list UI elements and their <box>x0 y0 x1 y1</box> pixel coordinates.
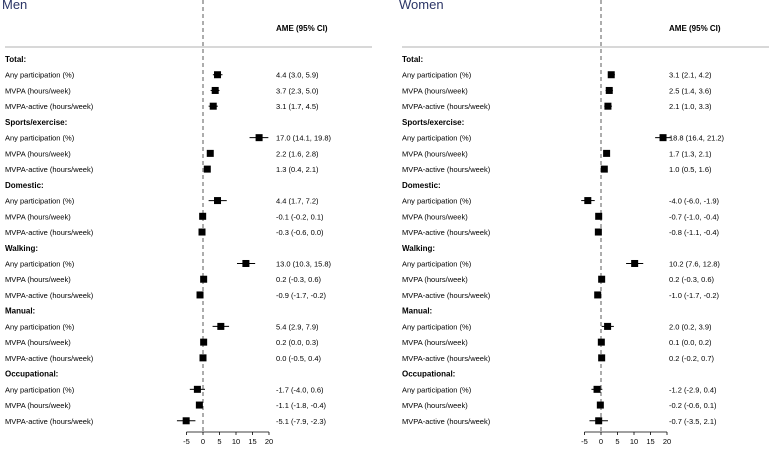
point-estimate <box>207 150 214 157</box>
estimate-label: 1.7 (1.3, 2.1) <box>669 149 712 159</box>
point-estimate <box>597 402 604 409</box>
panel-title: Men <box>2 0 28 12</box>
point-estimate <box>608 71 615 78</box>
row-label: Any participation (%) <box>402 70 472 80</box>
point-estimate <box>196 402 203 409</box>
row-label: MVPA-active (hours/week) <box>5 416 94 426</box>
estimate-label: 17.0 (14.1, 19.8) <box>276 133 332 143</box>
x-tick-label: 10 <box>231 437 241 446</box>
column-header: AME (95% CI) <box>669 24 721 33</box>
group-label: Total: <box>402 55 424 64</box>
estimate-label: 4.4 (1.7, 7.2) <box>276 196 319 206</box>
x-tick-label: 0 <box>598 437 604 446</box>
estimate-label: 13.0 (10.3, 15.8) <box>276 259 332 269</box>
estimate-label: 0.2 (-0.3, 0.6) <box>669 275 715 285</box>
x-tick-label: 20 <box>662 437 672 446</box>
x-tick-label: 0 <box>200 437 206 446</box>
point-estimate <box>598 276 605 283</box>
row-label: MVPA (hours/week) <box>5 149 71 159</box>
x-tick-label: -5 <box>581 437 588 446</box>
estimate-label: 2.1 (1.0, 3.3) <box>669 102 712 112</box>
point-estimate <box>660 134 667 141</box>
estimate-label: 18.8 (16.4, 21.2) <box>669 133 725 143</box>
row-label: Any participation (%) <box>5 70 75 80</box>
x-tick-label: 20 <box>264 437 274 446</box>
point-estimate <box>214 197 221 204</box>
row-label: Any participation (%) <box>5 133 75 143</box>
row-label: MVPA-active (hours/week) <box>402 416 491 426</box>
group-label: Manual: <box>402 306 433 316</box>
x-tick-label: -5 <box>183 437 190 446</box>
estimate-label: 0.2 (-0.2, 0.7) <box>669 353 715 363</box>
row-label: MVPA (hours/week) <box>402 275 468 285</box>
point-estimate <box>242 260 249 267</box>
estimate-label: -0.7 (-1.0, -0.4) <box>669 212 720 222</box>
row-label: MVPA (hours/week) <box>402 149 468 159</box>
row-label: Any participation (%) <box>402 196 472 206</box>
point-estimate <box>594 291 601 298</box>
point-estimate <box>197 291 204 298</box>
row-label: Any participation (%) <box>402 385 472 395</box>
panel-women <box>399 0 769 446</box>
point-estimate <box>200 276 207 283</box>
row-label: Any participation (%) <box>5 196 75 206</box>
estimate-label: -0.9 (-1.7, -0.2) <box>276 290 327 300</box>
group-label: Manual: <box>5 306 36 316</box>
panel-title: Women <box>399 0 444 12</box>
group-label: Total: <box>5 55 27 64</box>
point-estimate <box>604 103 611 110</box>
x-tick-label: 5 <box>615 437 620 446</box>
estimate-label: -1.7 (-4.0, 0.6) <box>276 385 324 395</box>
point-estimate <box>603 150 610 157</box>
x-tick-label: 10 <box>629 437 639 446</box>
row-label: MVPA-active (hours/week) <box>402 353 491 363</box>
row-label: MVPA-active (hours/week) <box>5 290 94 300</box>
point-estimate <box>200 339 207 346</box>
point-estimate <box>595 213 602 220</box>
estimate-label: 0.1 (0.0, 0.2) <box>669 338 712 348</box>
row-label: Any participation (%) <box>5 259 75 269</box>
estimate-label: 1.0 (0.5, 1.6) <box>669 165 712 175</box>
row-label: MVPA (hours/week) <box>5 212 71 222</box>
point-estimate <box>256 134 263 141</box>
row-label: MVPA (hours/week) <box>5 338 71 348</box>
row-label: Any participation (%) <box>402 322 472 332</box>
estimate-label: -1.0 (-1.7, -0.2) <box>669 290 720 300</box>
row-label: MVPA (hours/week) <box>5 275 71 285</box>
point-estimate <box>204 166 211 173</box>
group-label: Domestic: <box>402 180 441 190</box>
estimate-label: 3.1 (2.1, 4.2) <box>669 70 712 80</box>
estimate-label: -0.8 (-1.1, -0.4) <box>669 228 720 238</box>
row-label: Any participation (%) <box>402 259 472 269</box>
estimate-label: 3.1 (1.7, 4.5) <box>276 102 319 112</box>
row-label: MVPA-active (hours/week) <box>402 290 491 300</box>
row-label: MVPA-active (hours/week) <box>402 102 491 112</box>
point-estimate <box>183 417 190 424</box>
row-label: MVPA-active (hours/week) <box>5 102 94 112</box>
point-estimate <box>601 166 608 173</box>
estimate-label: 0.2 (0.0, 0.3) <box>276 338 319 348</box>
estimate-label: 1.3 (0.4, 2.1) <box>276 165 319 175</box>
point-estimate <box>631 260 638 267</box>
point-estimate <box>598 354 605 361</box>
point-estimate <box>584 197 591 204</box>
point-estimate <box>200 354 207 361</box>
estimate-label: 3.7 (2.3, 5.0) <box>276 86 319 96</box>
estimate-label: -0.7 (-3.5, 2.1) <box>669 416 717 426</box>
row-label: MVPA (hours/week) <box>402 401 468 411</box>
group-label: Sports/exercise: <box>402 117 465 127</box>
group-label: Walking: <box>5 243 39 253</box>
estimate-label: 2.0 (0.2, 3.9) <box>669 322 712 332</box>
row-label: MVPA (hours/week) <box>5 86 71 96</box>
estimate-label: -4.0 (-6.0, -1.9) <box>669 196 720 206</box>
point-estimate <box>194 386 201 393</box>
point-estimate <box>199 229 206 236</box>
row-label: Any participation (%) <box>5 385 75 395</box>
estimate-label: 5.4 (2.9, 7.9) <box>276 322 319 332</box>
estimate-label: 0.0 (-0.5, 0.4) <box>276 353 322 363</box>
point-estimate <box>199 213 206 220</box>
group-label: Sports/exercise: <box>5 117 68 127</box>
group-label: Occupational: <box>402 369 456 379</box>
estimate-label: 10.2 (7.6, 12.8) <box>669 259 720 269</box>
row-label: MVPA (hours/week) <box>5 401 71 411</box>
estimate-label: -0.1 (-0.2, 0.1) <box>276 212 324 222</box>
point-estimate <box>217 323 224 330</box>
row-label: MVPA-active (hours/week) <box>5 353 94 363</box>
group-label: Occupational: <box>5 369 59 379</box>
point-estimate <box>214 71 221 78</box>
point-estimate <box>598 339 605 346</box>
row-label: MVPA (hours/week) <box>402 338 468 348</box>
estimate-label: -1.1 (-1.8, -0.4) <box>276 401 327 411</box>
row-label: MVPA-active (hours/week) <box>402 165 491 175</box>
x-tick-label: 5 <box>217 437 222 446</box>
point-estimate <box>212 87 219 94</box>
row-label: Any participation (%) <box>402 133 472 143</box>
estimate-label: -5.1 (-7.9, -2.3) <box>276 416 327 426</box>
point-estimate <box>595 417 602 424</box>
row-label: MVPA-active (hours/week) <box>5 165 94 175</box>
row-label: MVPA (hours/week) <box>402 212 468 222</box>
estimate-label: 4.4 (3.0, 5.9) <box>276 70 319 80</box>
column-header: AME (95% CI) <box>276 24 328 33</box>
estimate-label: 2.2 (1.6, 2.8) <box>276 149 319 159</box>
row-label: Any participation (%) <box>5 322 75 332</box>
point-estimate <box>594 386 601 393</box>
point-estimate <box>210 103 217 110</box>
point-estimate <box>604 323 611 330</box>
estimate-label: -1.2 (-2.9, 0.4) <box>669 385 717 395</box>
estimate-label: 2.5 (1.4, 3.6) <box>669 86 712 96</box>
estimate-label: -0.3 (-0.6, 0.0) <box>276 228 324 238</box>
estimate-label: -0.2 (-0.6, 0.1) <box>669 401 717 411</box>
panel-men <box>2 0 372 446</box>
x-tick-label: 15 <box>646 437 655 446</box>
x-tick-label: 15 <box>248 437 257 446</box>
estimate-label: 0.2 (-0.3, 0.6) <box>276 275 322 285</box>
point-estimate <box>606 87 613 94</box>
group-label: Domestic: <box>5 180 44 190</box>
row-label: MVPA-active (hours/week) <box>5 228 94 238</box>
row-label: MVPA (hours/week) <box>402 86 468 96</box>
point-estimate <box>595 229 602 236</box>
row-label: MVPA-active (hours/week) <box>402 228 491 238</box>
group-label: Walking: <box>402 243 436 253</box>
